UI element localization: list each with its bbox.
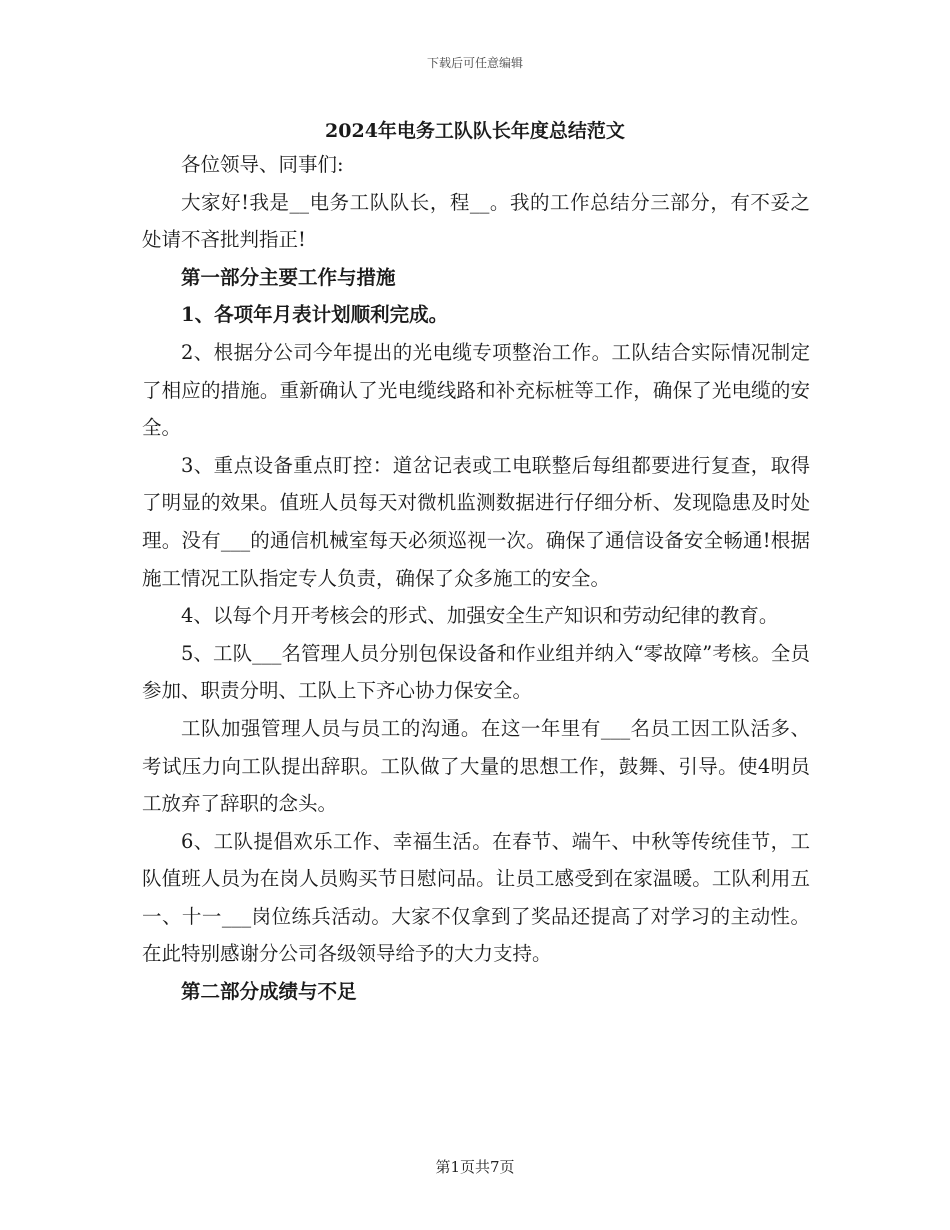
paragraph-item-6: 6、工队提倡欢乐工作、幸福生活。在春节、端午、中秋等传统佳节，工队值班人员为在岗人员购买节日慰问品。让员工感受到在家温暖。工队利用五一、十一___岗位练兵活动。大家不仅拿到了奖品还提高了对学习的主动性。在此特别感谢分公司各级领导给予的大力支持。 bbox=[142, 829, 810, 966]
page-header-note: 下载后可任意编辑 bbox=[426, 56, 523, 70]
document-body bbox=[142, 146, 810, 1011]
paragraph-intro: 大家好!我是__电务工队队长，程__。我的工作总结分三部分，有不妥之处请不吝批判指正! bbox=[142, 190, 810, 252]
paragraph-item-3: 3、重点设备重点盯控：道岔记表或工电联整后每组都要进行复查，取得了明显的效果。值班人员每天对微机监测数据进行仔细分析、发现隐患及时处理。没有___的通信机械室每天必须巡视一次。确保了通信设备安全畅通!根据施工情况工队指定专人负责，确保了众多施工的安全。 bbox=[142, 453, 810, 590]
section-heading-part-2: 第二部分成绩与不足 bbox=[181, 980, 357, 1004]
paragraph-greeting: 各位领导、同事们: bbox=[181, 153, 344, 176]
document-title: 2024年电务工队队长年度总结范文 bbox=[325, 120, 625, 142]
section-heading-part-1: 第一部分主要工作与措施 bbox=[181, 265, 396, 289]
paragraph-item-4: 4、以每个月开考核会的形式、加强安全生产知识和劳动纪律的教育。 bbox=[181, 604, 779, 628]
page-footer-number: 第1页共7页 bbox=[435, 1158, 515, 1176]
paragraph-item-2: 2、根据分公司今年提出的光电缆专项整治工作。工队结合实际情况制定了相应的措施。重新确认了光电缆线路和补充标桩等工作，确保了光电缆的安全。 bbox=[142, 340, 810, 440]
paragraph-item-5: 5、工队___名管理人员分别包保设备和作业组并纳入“零故障”考核。全员参加、职责分明、工队上下齐心协力保安全。 bbox=[142, 641, 810, 703]
paragraph-communication: 工队加强管理人员与员工的沟通。在这一年里有___名员工因工队活多、考试压力向工队提出辞职。工队做了大量的思想工作，鼓舞、引导。使4明员工放弃了辞职的念头。 bbox=[142, 716, 810, 816]
item-heading-1: 1、各项年月表计划顺利完成。 bbox=[181, 303, 449, 327]
